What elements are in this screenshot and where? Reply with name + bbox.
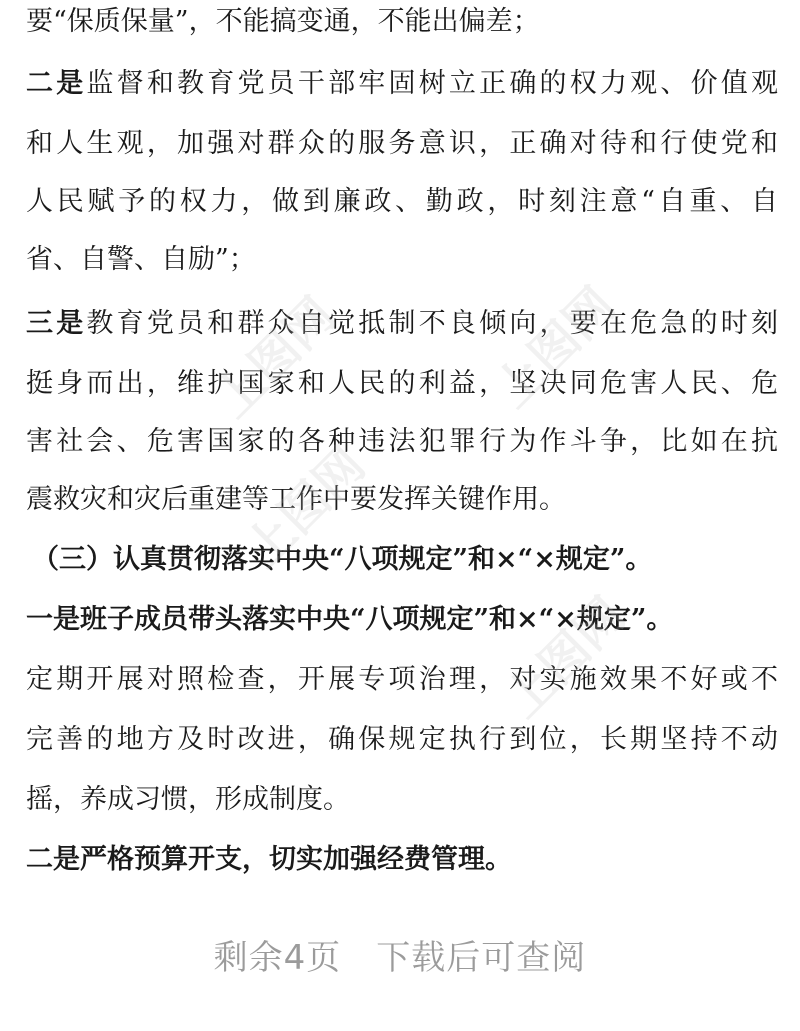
text-line xyxy=(26,304,778,344)
watermark: 上图网 xyxy=(494,586,636,729)
paragraph-lead: 三是 xyxy=(26,308,87,339)
paragraph-lead: 二是 xyxy=(26,68,87,99)
remaining-pages-notice[interactable]: 剩余4页 下载后可查阅 xyxy=(213,938,587,978)
text-line: 挺身而出，维护国家和人民的利益，坚决同危害人民、危 xyxy=(26,368,778,399)
text-line: 完善的地方及时改进，确保规定执行到位，长期坚持不动 xyxy=(26,724,778,755)
text-line: 震救灾和灾后重建等工作中要发挥关键作用。 xyxy=(26,484,566,515)
watermark: 上图网 xyxy=(484,276,626,419)
subsection-heading: 二是严格预算开支，切实加强经费管理。 xyxy=(26,844,512,875)
subsection-heading: 一是班子成员带头落实中央“八项规定”和×“×规定”。 xyxy=(26,604,674,635)
text-span: 监督和教育党员干部牢固树立正确的权力观、价值观 xyxy=(86,68,779,99)
text-line: 摇，养成习惯，形成制度。 xyxy=(26,784,350,815)
text-line: 害社会、危害国家的各种违法犯罪行为作斗争，比如在抗 xyxy=(26,426,778,457)
text-line: 要“保质保量”，不能搞变通，不能出偏差； xyxy=(26,6,540,37)
watermark: 上图网 xyxy=(204,286,346,429)
text-span: 教育党员和群众自觉抵制不良倾向，要在危急的时刻 xyxy=(86,308,779,339)
watermark: 上图网 xyxy=(234,436,376,579)
text-line: 人民赋予的权力，做到廉政、勤政，时刻注意“自重、自 xyxy=(26,186,778,217)
text-line xyxy=(26,64,778,104)
text-line: 省、自警、自励”； xyxy=(26,244,256,275)
text-line: 和人生观，加强对群众的服务意识，正确对待和行使党和 xyxy=(26,128,778,159)
section-heading: （三）认真贯彻落实中央“八项规定”和×“×规定”。 xyxy=(32,544,653,575)
text-line: 定期开展对照检查，开展专项治理，对实施效果不好或不 xyxy=(26,664,778,695)
